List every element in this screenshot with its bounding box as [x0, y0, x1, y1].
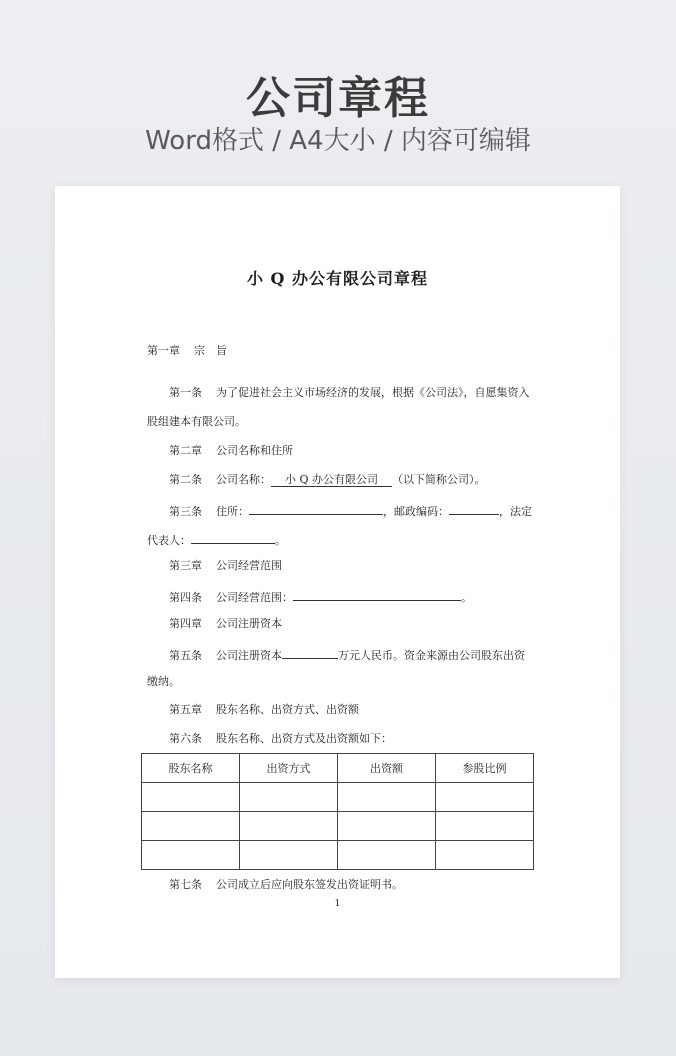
table-header-shareholder-name: 股东名称	[142, 754, 240, 783]
page-number: 1	[334, 899, 341, 909]
chapter-label: 第四章	[169, 617, 202, 630]
table-cell[interactable]	[436, 841, 534, 870]
table-row	[142, 783, 534, 812]
article-text: 为了促进社会主义市场经济的发展，根据《公司法》，自愿集资入	[216, 386, 530, 399]
article-text: 代表人：	[147, 534, 191, 547]
company-name-field[interactable]: 小 Q 办公有限公司	[271, 473, 392, 487]
banner-subtitle: Word格式 / A4大小 / 内容可编辑	[145, 126, 531, 156]
chapter-label: 第五章	[169, 703, 202, 716]
article-4	[169, 588, 472, 605]
article-7	[169, 878, 403, 892]
legal-representative-field[interactable]	[191, 531, 275, 544]
article-text: 。	[275, 534, 286, 547]
article-1-line-2	[147, 415, 246, 429]
article-text: （以下简称公司）。	[392, 473, 486, 486]
chapter-2-heading	[169, 444, 293, 458]
chapter-name: 公司名称和住所	[216, 444, 293, 457]
article-text: ，法定	[499, 505, 532, 518]
chapter-label: 第一章	[147, 344, 180, 357]
business-scope-field[interactable]	[293, 588, 461, 601]
article-2	[169, 473, 486, 487]
table-cell[interactable]	[240, 812, 338, 841]
table-cell[interactable]	[142, 783, 240, 812]
document-title: 小 Q 办公有限公司章程	[246, 269, 429, 288]
article-text: 公司成立后应向股东签发出资证明书。	[216, 878, 403, 891]
table-row	[142, 841, 534, 870]
article-text: 股组建本有限公司。	[147, 415, 246, 428]
article-5-line-2	[147, 675, 180, 689]
article-text: 公司名称：	[216, 473, 271, 486]
table-cell[interactable]	[240, 841, 338, 870]
table-cell[interactable]	[142, 812, 240, 841]
article-6	[169, 732, 392, 746]
document-page	[55, 186, 620, 978]
table-cell[interactable]	[142, 841, 240, 870]
table-cell[interactable]	[436, 783, 534, 812]
chapter-name: 公司注册资本	[216, 617, 282, 630]
article-text: 万元人民币。资金来源由公司股东出资	[338, 649, 525, 662]
article-3-line-1	[169, 502, 532, 519]
article-label: 第六条	[169, 732, 202, 745]
article-label: 第三条	[169, 505, 202, 518]
registered-capital-field[interactable]	[282, 646, 338, 659]
table-cell[interactable]	[240, 783, 338, 812]
shareholder-table	[141, 753, 534, 870]
article-5-line-1	[169, 646, 525, 663]
article-text: ，邮政编码：	[383, 505, 449, 518]
table-header-contribution-method: 出资方式	[240, 754, 338, 783]
address-field[interactable]	[249, 502, 383, 515]
table-header-contribution-amount: 出资额	[338, 754, 436, 783]
article-text: 公司注册资本	[216, 649, 282, 662]
table-cell[interactable]	[338, 812, 436, 841]
chapter-5-heading	[169, 703, 359, 717]
article-text: 住所：	[216, 505, 249, 518]
table-row	[142, 812, 534, 841]
table-cell[interactable]	[436, 812, 534, 841]
article-label: 第二条	[169, 473, 202, 486]
table-header-share-ratio: 参股比例	[436, 754, 534, 783]
table-cell[interactable]	[338, 783, 436, 812]
article-label: 第四条	[169, 591, 202, 604]
article-text: 缴纳。	[147, 675, 180, 688]
banner-title: 公司章程	[246, 73, 430, 124]
chapter-name: 公司经营范围	[216, 559, 282, 572]
chapter-1-heading	[147, 344, 227, 358]
chapter-3-heading	[169, 559, 282, 573]
chapter-label: 第二章	[169, 444, 202, 457]
chapter-name: 股东名称、出资方式、出资额	[216, 703, 359, 716]
chapter-4-heading	[169, 617, 282, 631]
article-3-line-2	[147, 531, 286, 548]
table-cell[interactable]	[338, 841, 436, 870]
article-label: 第七条	[169, 878, 202, 891]
article-text: 公司经营范围：	[216, 591, 293, 604]
article-text: 股东名称、出资方式及出资额如下：	[216, 732, 392, 745]
chapter-label: 第三章	[169, 559, 202, 572]
article-1-line-1	[169, 386, 530, 400]
table-header-row	[142, 754, 534, 783]
article-label: 第一条	[169, 386, 202, 399]
chapter-name: 宗 旨	[194, 344, 227, 357]
article-label: 第五条	[169, 649, 202, 662]
postal-code-field[interactable]	[449, 502, 499, 515]
article-text: 。	[461, 591, 472, 604]
